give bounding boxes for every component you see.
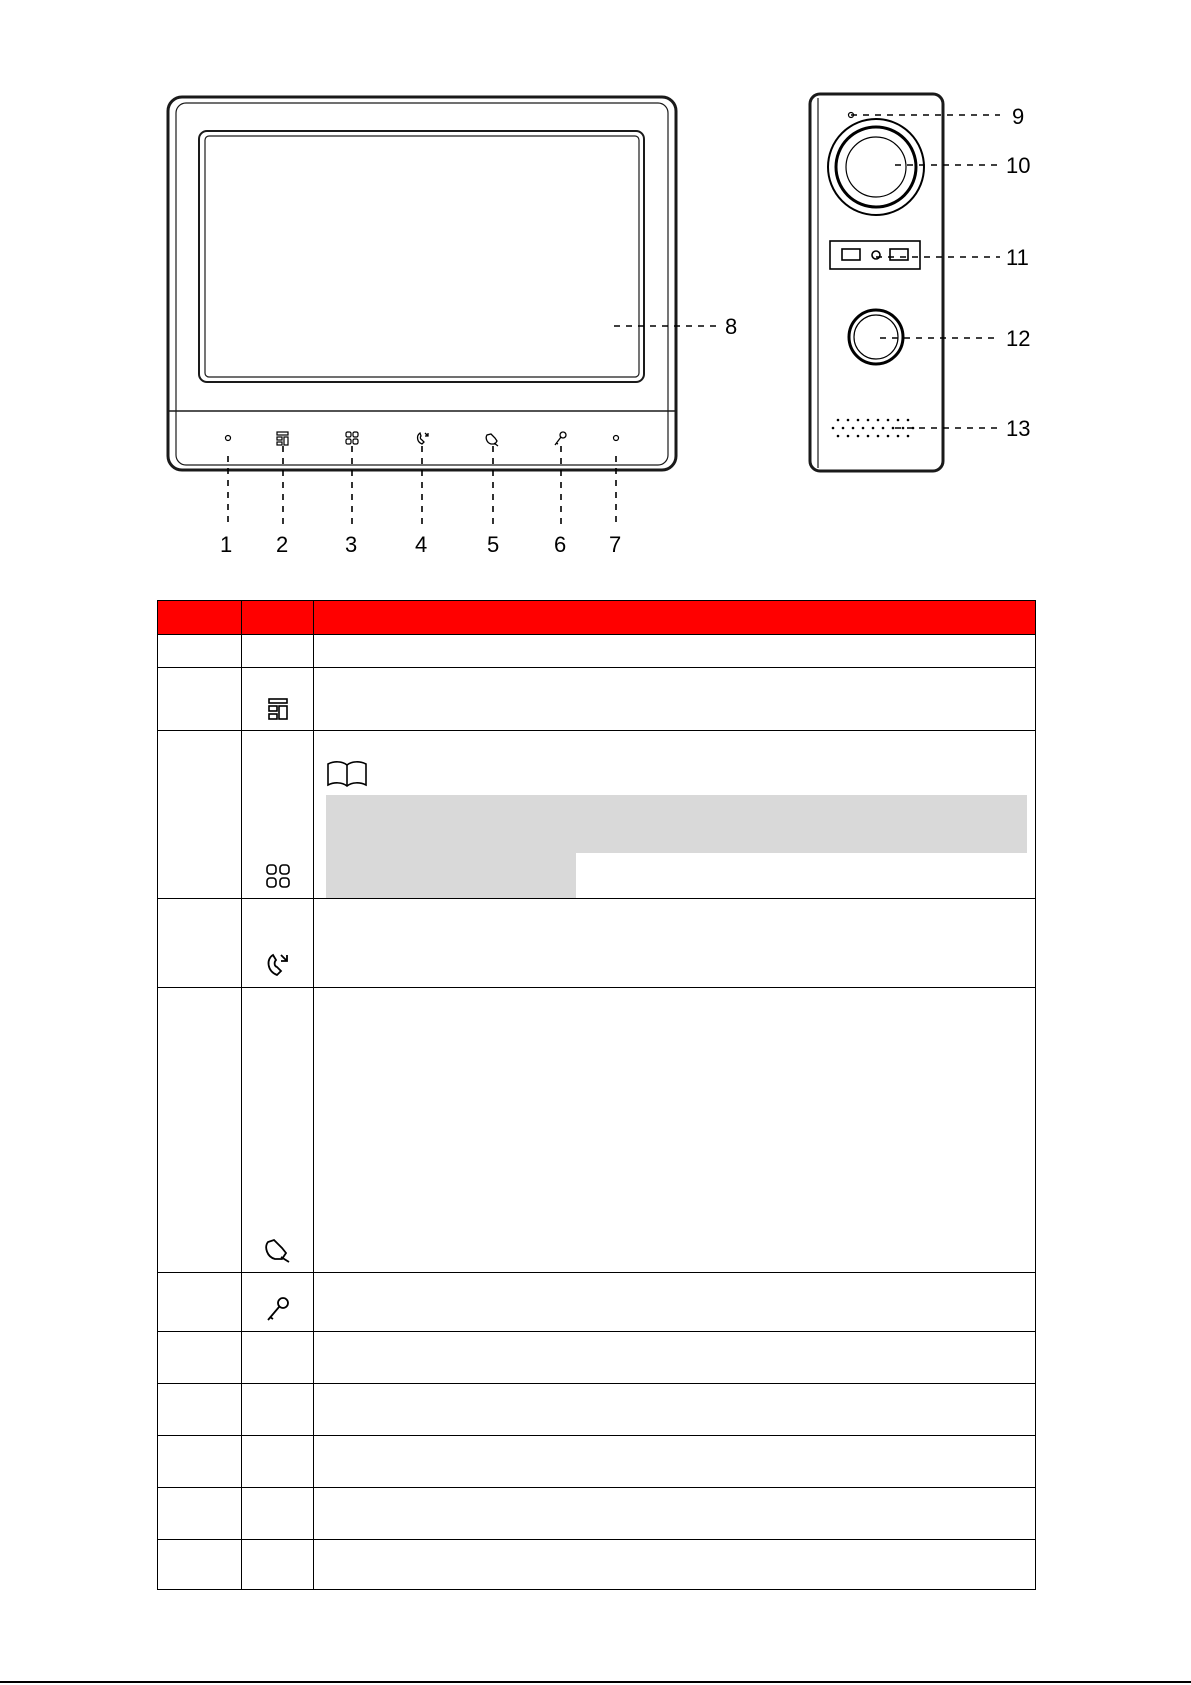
menu-icon bbox=[267, 697, 289, 721]
callout-13: 13 bbox=[1006, 416, 1031, 441]
power-indicator bbox=[226, 436, 231, 441]
indoor-monitor bbox=[168, 97, 676, 470]
row-number bbox=[158, 1488, 242, 1540]
row-function bbox=[314, 1436, 1036, 1488]
row-function bbox=[314, 1332, 1036, 1384]
book-note-icon bbox=[326, 761, 368, 789]
row-number bbox=[158, 635, 242, 668]
callout-12: 12 bbox=[1006, 326, 1031, 351]
door-station bbox=[810, 94, 943, 471]
callout-3: 3 bbox=[345, 532, 358, 557]
callout-9: 9 bbox=[1012, 104, 1025, 129]
callout-6: 6 bbox=[554, 532, 567, 557]
row-number bbox=[158, 1332, 242, 1384]
unlock-key-icon bbox=[555, 432, 566, 445]
row-icon bbox=[242, 988, 314, 1273]
row-number bbox=[158, 899, 242, 988]
row-function bbox=[314, 1384, 1036, 1436]
table-row bbox=[158, 1488, 1036, 1540]
row-icon bbox=[242, 899, 314, 988]
table-row bbox=[158, 668, 1036, 731]
note-highlight bbox=[326, 795, 1027, 853]
row-number bbox=[158, 988, 242, 1273]
table-row bbox=[158, 1332, 1036, 1384]
row-icon bbox=[242, 1273, 314, 1332]
card-reader-panel bbox=[830, 241, 920, 269]
row-icon bbox=[242, 1384, 314, 1436]
row-number bbox=[158, 731, 242, 899]
row-icon bbox=[242, 1540, 314, 1590]
callout-11: 11 bbox=[1006, 245, 1029, 270]
row-icon bbox=[242, 635, 314, 668]
row-number bbox=[158, 1384, 242, 1436]
menu-icon bbox=[277, 432, 288, 445]
callout-8: 8 bbox=[725, 314, 738, 339]
callout-7: 7 bbox=[609, 532, 622, 557]
footer-rule bbox=[0, 1681, 1191, 1683]
leader-lines bbox=[228, 115, 1000, 528]
device-diagram bbox=[0, 0, 1191, 580]
row-function bbox=[314, 899, 1036, 988]
header-icon bbox=[242, 601, 314, 635]
call-button bbox=[849, 310, 903, 364]
row-function bbox=[314, 635, 1036, 668]
table-row bbox=[158, 731, 1036, 899]
note-highlight bbox=[326, 853, 576, 898]
row-icon bbox=[242, 1332, 314, 1384]
callout-10: 10 bbox=[1006, 153, 1031, 178]
table-row bbox=[158, 1436, 1036, 1488]
row-number bbox=[158, 668, 242, 731]
monitor-icon bbox=[264, 1237, 292, 1263]
table-row bbox=[158, 899, 1036, 988]
speaker-grille bbox=[832, 419, 915, 438]
row-icon bbox=[242, 1436, 314, 1488]
callout-1: 1 bbox=[220, 532, 233, 557]
call-icon bbox=[265, 952, 291, 978]
row-function bbox=[314, 1488, 1036, 1540]
monitor-icon bbox=[486, 434, 498, 446]
header-function bbox=[314, 601, 1036, 635]
apps-icon bbox=[265, 863, 291, 889]
table-row bbox=[158, 635, 1036, 668]
callout-2: 2 bbox=[276, 532, 289, 557]
table-row bbox=[158, 988, 1036, 1273]
row-icon bbox=[242, 731, 314, 899]
row-function bbox=[314, 731, 1036, 899]
row-function bbox=[314, 1273, 1036, 1332]
callout-5: 5 bbox=[487, 532, 500, 557]
monitor-screen bbox=[199, 131, 644, 382]
component-table bbox=[157, 600, 1036, 1590]
row-function bbox=[314, 668, 1036, 731]
row-icon bbox=[242, 668, 314, 731]
row-number bbox=[158, 1273, 242, 1332]
row-icon bbox=[242, 1488, 314, 1540]
door-camera bbox=[828, 119, 924, 215]
table-row bbox=[158, 1273, 1036, 1332]
apps-icon bbox=[346, 432, 358, 444]
call-icon bbox=[418, 433, 428, 444]
row-number bbox=[158, 1436, 242, 1488]
status-indicator bbox=[614, 436, 619, 441]
table-row bbox=[158, 1384, 1036, 1436]
table-row bbox=[158, 1540, 1036, 1590]
unlock-key-icon bbox=[265, 1296, 291, 1322]
header-no bbox=[158, 601, 242, 635]
table-header-row bbox=[158, 601, 1036, 635]
row-function bbox=[314, 988, 1036, 1273]
callout-4: 4 bbox=[415, 532, 428, 557]
row-function bbox=[314, 1540, 1036, 1590]
row-number bbox=[158, 1540, 242, 1590]
